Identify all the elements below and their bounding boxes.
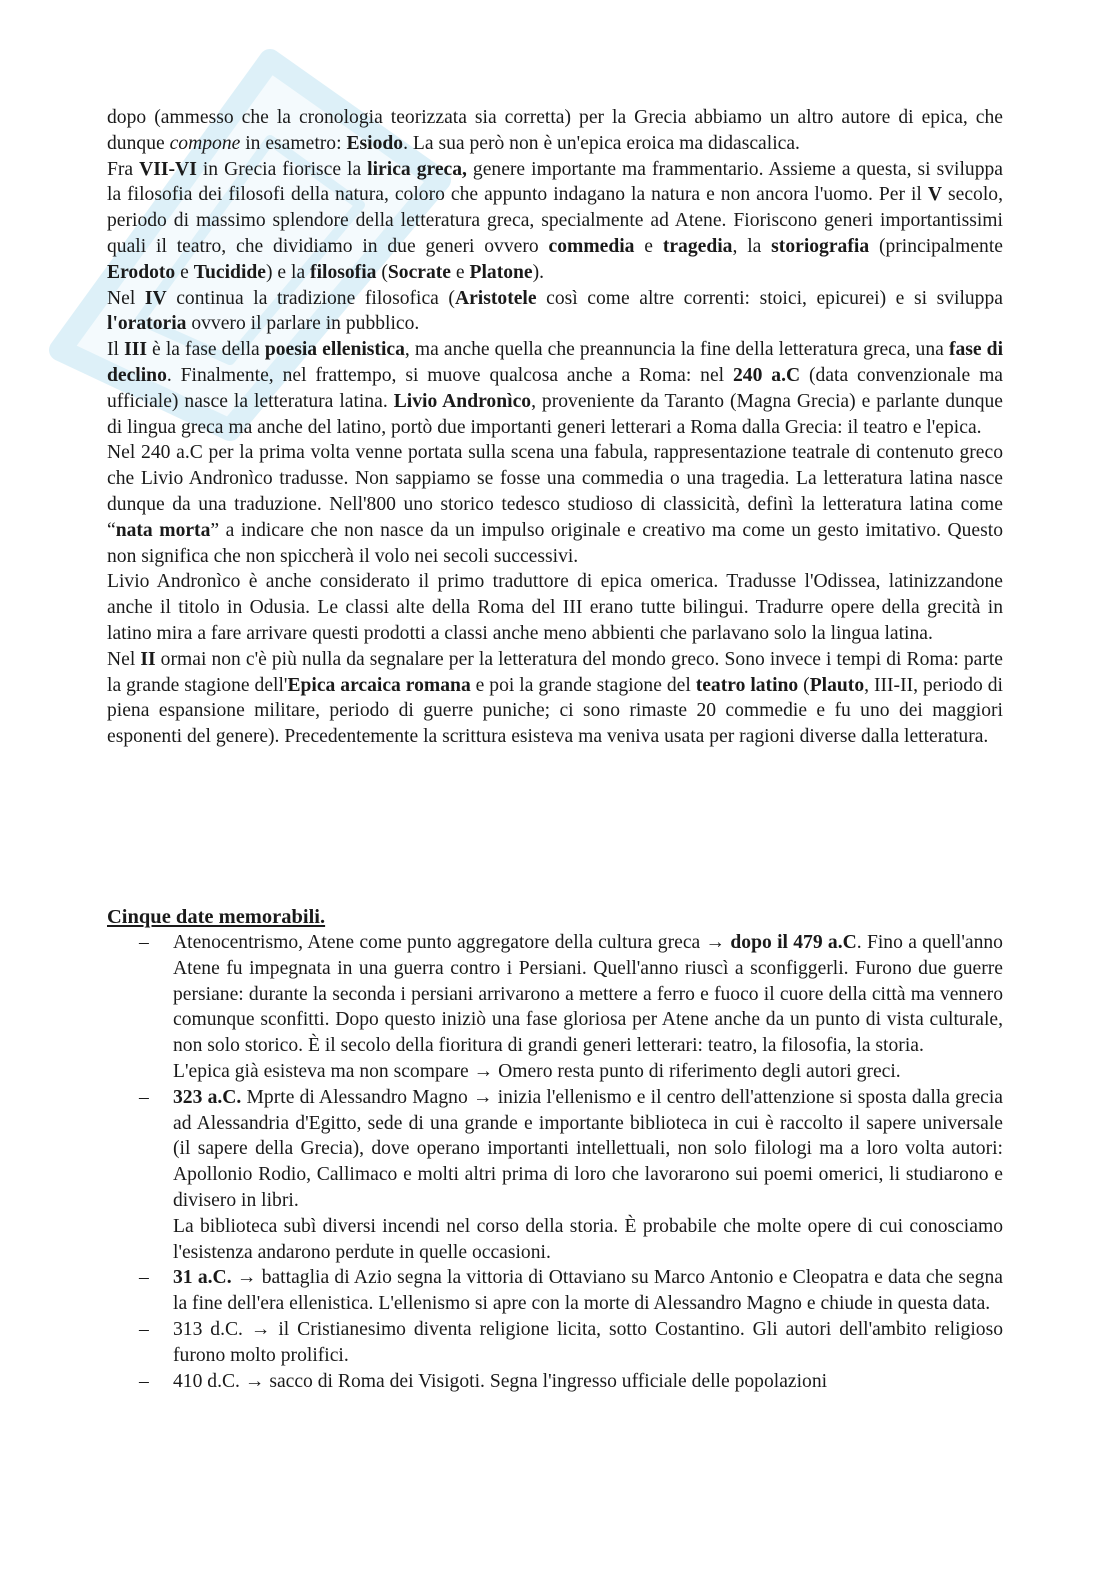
bold-text: Esiodo <box>346 132 404 154</box>
bold-text: Erodoto <box>107 261 176 283</box>
body-paragraph <box>107 105 1003 157</box>
bold-text: tragedia <box>662 235 733 257</box>
text-run: Il <box>107 339 125 361</box>
list-item-paragraph <box>173 1369 1003 1395</box>
text-run: , la <box>732 235 772 257</box>
body-paragraph <box>107 440 1003 569</box>
text-run: Nel 240 a.C per la prima volta venne portata sulla scena una fabula, rappresentazione teatrale di contenuto greco che Livio Andronìco tradusse. Non sappiamo se fosse una commedia o una tragedia. La letteratura latina nasce dunque da una traduzione. Nell'800 uno storico tedesco studioso di classicità, definì la letteratura latina come “ <box>107 442 1003 541</box>
text-run: dopo (ammesso che la cronologia teorizzata sia corretta) per la Grecia abbiamo un altro autore di epica, che dunque <box>107 107 1003 154</box>
bold-text: III <box>124 339 147 361</box>
memorable-dates-list <box>107 930 1003 1394</box>
list-item-paragraph <box>173 1265 1003 1317</box>
bold-text: Aristotele <box>454 287 537 309</box>
bold-text: l'oratoria <box>107 313 187 335</box>
list-item-paragraph <box>173 1059 1003 1085</box>
body-paragraph <box>107 337 1003 440</box>
text-run: Livio Andronìco è anche considerato il primo traduttore di epica omerica. Tradusse l'Odissea, latinizzandone anche il titolo in Odusia. Le classi alte della Roma del III erano tutte bilingui. Tradurre opere della grecità in latino mira a fare arrivare questi prodotti a classi anche meno abbienti che parlavano solo la lingua latina. <box>107 571 1003 644</box>
text-run: in esametro: <box>240 132 347 154</box>
bold-text: Platone <box>469 261 533 283</box>
bold-text: filosofia <box>310 261 377 283</box>
list-item <box>107 1317 1003 1369</box>
bold-text: lirica greca, <box>367 158 467 180</box>
list-item-paragraph <box>173 1317 1003 1369</box>
text-run: continua la tradizione filosofica ( <box>166 287 455 309</box>
bold-text: 31 a.C. <box>173 1267 232 1289</box>
text-run: → battaglia di Azio segna la vittoria di Ottaviano su Marco Antonio e Cleopatra e data che segna la fine dell'era ellenistica. L'ellenismo si apre con la morte di Alessandro Magno e chiude in questa data. <box>173 1267 1003 1315</box>
text-run: ( <box>376 261 388 283</box>
text-run: e <box>451 261 470 283</box>
bold-text: V <box>927 184 943 206</box>
text-run: e <box>634 235 663 257</box>
bold-text: poesia ellenistica <box>264 339 405 361</box>
list-item-paragraph <box>173 1085 1003 1214</box>
list-item <box>107 1369 1003 1395</box>
text-run: 313 d.C. → il Cristianesimo diventa religione licita, sotto Costantino. Gli autori dell'ambito religioso furono molto prolifici. <box>173 1318 1003 1366</box>
text-run: secolo, periodo di massimo splendore della letteratura greca, specialmente ad Atene. Fioriscono generi importantissimi quali il teatro, che dividiamo in due generi ovvero <box>107 184 1003 257</box>
list-item-paragraph <box>173 930 1003 1059</box>
text-run: ) e la <box>265 261 311 283</box>
text-run: . La sua però non è un'epica eroica ma didascalica. <box>403 132 800 154</box>
section-title: Cinque date memorabili. <box>107 906 326 928</box>
bold-text: commedia <box>548 235 635 257</box>
text-run: . Finalmente, nel frattempo, si muove qualcosa anche a Roma: nel <box>166 364 733 386</box>
bold-text: dopo il 479 a.C <box>730 932 857 953</box>
bold-text: nata morta <box>115 519 211 541</box>
text-run: (data convenzionale ma ufficiale) nasce la letteratura latina. <box>107 364 1004 412</box>
dash-bullet-icon: – <box>139 1086 149 1108</box>
dash-bullet-icon: – <box>139 1267 149 1289</box>
dash-bullet-icon: – <box>139 1318 149 1340</box>
text-run: (principalmente <box>869 235 1003 257</box>
bold-text: Livio Andronìco <box>393 390 532 412</box>
text-run: e poi la grande stagione del <box>470 674 696 696</box>
text-run: 410 d.C. → sacco di Roma dei Visigoti. Segna l'ingresso ufficiale delle popolazioni <box>173 1370 828 1392</box>
text-run: Mprte di Alessandro Magno → inizia l'ellenismo e il centro dell'attenzione si sposta dalla grecia ad Alessandria d'Egitto, sede di una grande e importante biblioteca in cui è raccolto il sapere universale (il sapere della Grecia), dove operano importanti intellettuali, non solo filologi ma a loro volta autori: Apollonio Rodio, Callimaco e molti altri prima di loro che lavorarono sui poemi omerici, li studiarono e divisero in libri. <box>173 1086 1003 1211</box>
bold-text: 240 a.C <box>733 364 801 386</box>
text-run: è la fase della <box>146 339 265 361</box>
bold-text: Tucidide <box>193 261 266 283</box>
text-run: ovvero il parlare in pubblico. <box>186 313 420 335</box>
body-text <box>107 105 1003 750</box>
text-run: Atenocentrismo, Atene come punto aggregatore della cultura greca → <box>173 932 731 953</box>
italic-text: compone <box>169 132 241 154</box>
bold-text: fase di declino <box>107 339 1004 386</box>
text-run: Nel <box>107 648 141 670</box>
bold-text: teatro latino <box>695 674 799 696</box>
bold-text: VII-VI <box>139 158 197 180</box>
body-paragraph <box>107 157 1003 286</box>
text-run: . Fino a quell'anno Atene fu impegnata in una guerra contro i Persiani. Quell'anno riuscì a sconfiggerli. Furono due guerre persiane: durante la seconda i persiani arrivarono a mettere a ferro e fuoco il cuore della città ma vennero comunque sconfitti. Dopo questo iniziò una fase gloriosa per Atene anche da un punto di vista culturale, non solo storico. È il secolo della fioritura di grandi generi letterari: teatro, la filosofia, la storia. <box>173 932 1003 1057</box>
bold-text: storiografia <box>771 235 870 257</box>
body-paragraph <box>107 286 1003 338</box>
body-paragraph <box>107 569 1003 646</box>
bold-text: Socrate <box>387 261 451 283</box>
bold-text: 323 a.C. <box>173 1086 242 1108</box>
list-item-paragraph <box>173 1214 1003 1266</box>
text-run: La biblioteca subì diversi incendi nel corso della storia. È probabile che molte opere di cui conosciamo l'esistenza andarono perdute in quelle occasioni. <box>173 1215 1003 1263</box>
body-paragraph <box>107 647 1003 750</box>
text-run: , III-II, periodo di piena espansione militare, periodo di guerre puniche; ci sono rimaste 20 commedie e fu uno dei maggiori esponenti del genere). Precedentemente la scrittura esisteva ma veniva usata per ragioni diverse dalla letteratura. <box>107 674 1003 748</box>
text-run: ). <box>532 261 545 283</box>
text-run: ( <box>798 674 810 696</box>
text-run: così come altre correnti: stoici, epicurei) e si sviluppa <box>536 287 1003 309</box>
bold-text: Plauto <box>809 674 865 696</box>
list-item <box>107 930 1003 1085</box>
text-run: in Grecia fiorisce la <box>196 158 368 180</box>
dash-bullet-icon: – <box>139 1370 149 1392</box>
list-item <box>107 1265 1003 1317</box>
text-run: Fra <box>107 158 140 180</box>
bold-text: II <box>140 648 156 670</box>
bold-text: Epica arcaica romana <box>287 674 471 696</box>
text-run: L'epica già esisteva ma non scompare → Omero resta punto di riferimento degli autori greci. <box>173 1060 901 1082</box>
text-run: e <box>175 261 194 283</box>
text-run: genere importante ma frammentario. Assieme a questa, si sviluppa la filosofia dei filosofi della natura, coloro che appunto indagano la natura e non ancora l'uomo. Per il <box>107 158 1003 206</box>
text-run: Nel <box>107 287 145 309</box>
text-run: ” a indicare che non nasce da un impulso originale e creativo ma come un gesto imitativo. Questo non significa che non spiccherà il volo nei secoli successivi. <box>107 519 1003 567</box>
text-run: , ma anche quella che preannuncia la fine della letteratura greca, una <box>404 339 949 361</box>
list-item <box>107 1085 1003 1266</box>
bold-text: IV <box>144 287 167 309</box>
dash-bullet-icon: – <box>139 932 149 953</box>
text-run: ormai non c'è più nulla da segnalare per la letteratura del mondo greco. Sono invece i tempi di Roma: parte la grande stagione dell' <box>107 648 1003 696</box>
text-run: , proveniente da Taranto (Magna Grecia) e parlante dunque di lingua greca ma anche del latino, portò due importanti generi letterari a Roma dalla Grecia: il teatro e l'epica. <box>107 390 1003 438</box>
